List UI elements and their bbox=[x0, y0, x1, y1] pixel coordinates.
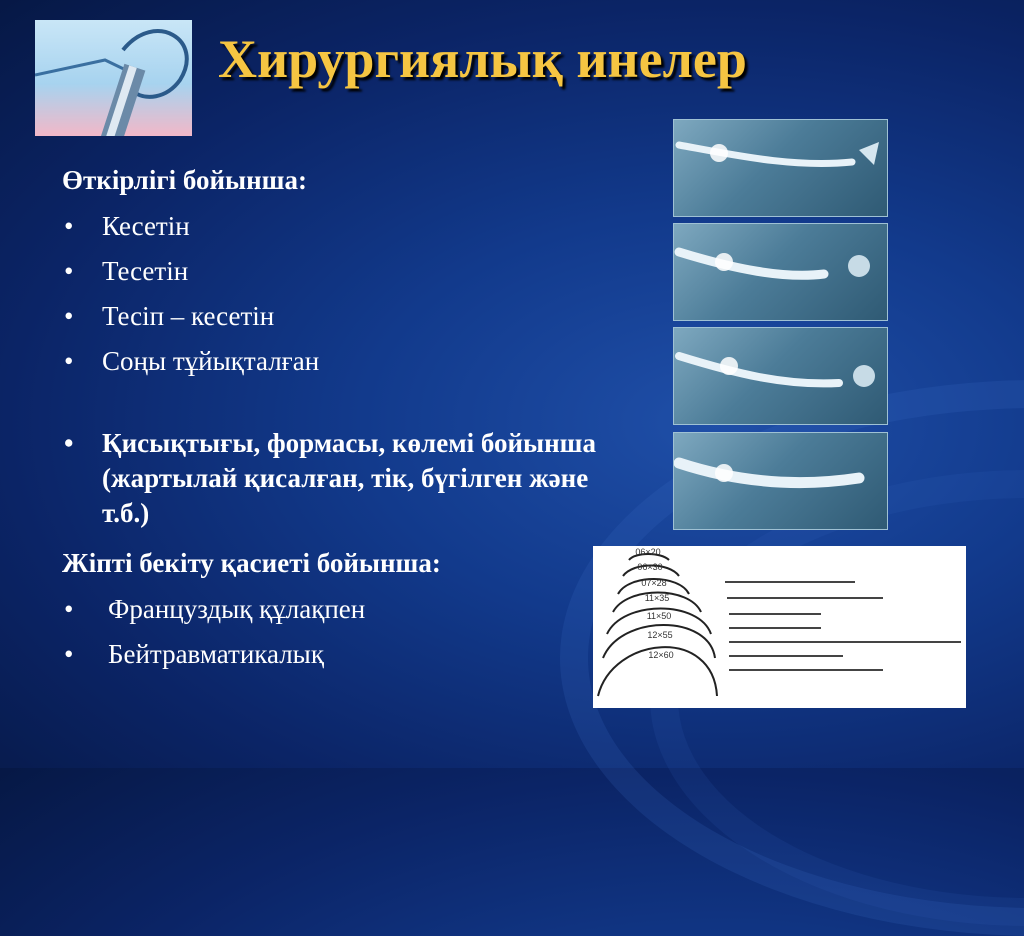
list-item: • Соңы тұйықталған bbox=[62, 344, 602, 378]
needle-holder-image bbox=[35, 20, 192, 136]
thread-list bbox=[62, 592, 602, 671]
thread-heading: Жіпті бекіту қасиеті бойынша: bbox=[62, 548, 441, 578]
needle-photo-cutting bbox=[673, 119, 888, 217]
list-item: • Тесіп – кесетін bbox=[62, 299, 602, 333]
needle-photo-piercing-cutting bbox=[673, 327, 888, 425]
curvature-item: • Қисықтығы, формасы, көлемі бойынша (жартылай қисалған, тік, бүгілген және т.б.) bbox=[62, 426, 602, 531]
list-item: • Тесетін bbox=[62, 254, 602, 288]
sharpness-heading: Өткірлігі бойынша: bbox=[62, 165, 307, 195]
list-item: • Француздық құлақпен bbox=[62, 592, 602, 626]
sharpness-list bbox=[62, 209, 602, 531]
list-item: • Бейтравматикалық bbox=[62, 637, 602, 671]
list-item: • Кесетін bbox=[62, 209, 602, 243]
slide-title: Хирургиялық инелер bbox=[218, 29, 747, 89]
needle-photo-piercing bbox=[673, 223, 888, 321]
diagram-size-label: 12×55 bbox=[647, 630, 673, 640]
slide-content bbox=[62, 162, 602, 671]
diagram-size-label: 11×35 bbox=[644, 593, 670, 603]
diagram-size-label: 11×50 bbox=[646, 611, 672, 621]
needle-photo-blunt bbox=[673, 432, 888, 530]
diagram-size-label: 06×30 bbox=[637, 562, 663, 572]
needle-sizes-diagram bbox=[593, 546, 966, 708]
diagram-size-label: 12×60 bbox=[648, 650, 674, 660]
diagram-size-label: 07×28 bbox=[641, 578, 667, 588]
diagram-size-label: 06×20 bbox=[635, 547, 661, 557]
